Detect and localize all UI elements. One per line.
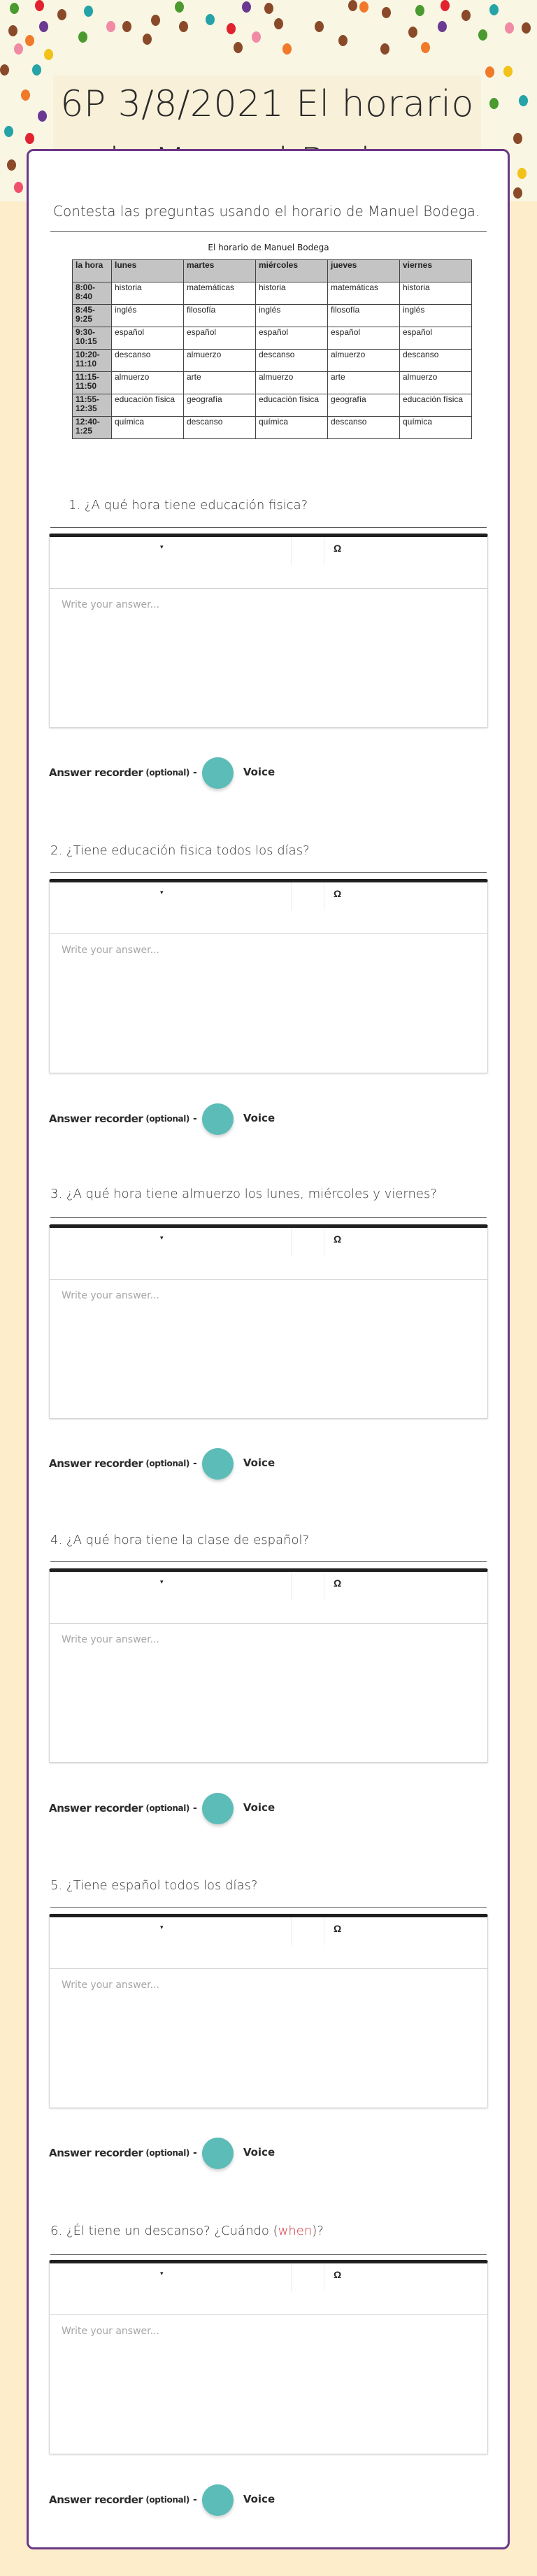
question-text: ¿A qué hora tiene almuerzo los lunes, miércoles y viernes?	[66, 1187, 437, 1201]
question-3	[50, 1187, 487, 1201]
recorder-optional: (optional)	[145, 2148, 189, 2158]
confetti-dot	[206, 14, 215, 25]
chevron-down-icon: ▾	[160, 543, 164, 550]
column-header-jueves: jueves	[328, 260, 400, 282]
time-cell: 8:00-8:40	[73, 282, 112, 305]
answer-input[interactable]	[50, 1970, 487, 2108]
confetti-dot	[32, 64, 41, 76]
question-6	[50, 2224, 487, 2238]
question-text-after: )?	[312, 2224, 324, 2238]
instructions-text: Contesta las preguntas usando el horario de Manuel Bodega.	[53, 203, 480, 220]
record-button[interactable]	[202, 1103, 234, 1135]
recorder-label: Answer recorder	[49, 2493, 143, 2506]
confetti-dot	[122, 21, 131, 32]
special-character-icon[interactable]: Ω	[334, 2269, 342, 2280]
voice-label: Voice	[243, 1801, 275, 1814]
confetti-dot	[408, 27, 417, 38]
table-cell: matemáticas	[328, 282, 400, 305]
confetti-dot	[489, 4, 499, 15]
confetti-dot	[282, 43, 292, 55]
table-row	[73, 417, 472, 439]
table-cell: historia	[256, 282, 328, 305]
editor-toolbar	[50, 2263, 487, 2315]
table-cell: química	[256, 417, 328, 439]
table-cell: descanso	[256, 350, 328, 372]
answer-recorder	[49, 1791, 275, 1825]
record-button[interactable]	[202, 1793, 234, 1824]
question-highlight: when	[278, 2224, 313, 2238]
record-button[interactable]	[202, 757, 234, 789]
question-1	[50, 498, 487, 513]
confetti-dot	[57, 9, 66, 20]
table-cell: educación física	[112, 394, 184, 417]
confetti-dot	[522, 22, 531, 34]
confetti-dot	[14, 43, 23, 55]
table-cell: geografía	[184, 394, 256, 417]
recorder-dash: -	[193, 1458, 197, 1469]
confetti-dot	[338, 35, 348, 46]
table-cell: matemáticas	[184, 282, 256, 305]
special-character-icon[interactable]: Ω	[334, 543, 342, 554]
column-header-time: la hora	[73, 260, 112, 282]
format-dropdown[interactable]	[50, 882, 292, 910]
table-cell: historia	[400, 282, 472, 305]
question-text: ¿A qué hora tiene educación fisica?	[84, 498, 308, 513]
table-row	[73, 282, 472, 305]
confetti-dot	[517, 168, 527, 179]
table-row	[73, 372, 472, 394]
schedule-table	[72, 259, 472, 439]
recorder-label: Answer recorder	[49, 766, 143, 779]
answer-editor-1	[49, 534, 488, 728]
chevron-down-icon: ▾	[160, 1578, 164, 1585]
voice-label: Voice	[243, 766, 275, 778]
time-cell: 11:15-11:50	[73, 372, 112, 394]
chevron-down-icon: ▾	[160, 889, 164, 896]
table-cell: almuerzo	[328, 350, 400, 372]
confetti-dot	[485, 66, 494, 78]
table-row	[73, 394, 472, 417]
divider	[50, 1907, 487, 1908]
format-dropdown[interactable]	[50, 1917, 292, 1945]
table-cell: almuerzo	[184, 350, 256, 372]
column-header-miercoles: miércoles	[256, 260, 328, 282]
column-header-martes: martes	[184, 260, 256, 282]
voice-label: Voice	[243, 1112, 275, 1124]
editor-toolbar	[50, 537, 487, 589]
table-cell: descanso	[184, 417, 256, 439]
confetti-dot	[39, 21, 48, 32]
table-cell: arte	[328, 372, 400, 394]
confetti-dot	[4, 126, 13, 137]
voice-label: Voice	[243, 2493, 275, 2505]
confetti-dot	[143, 34, 152, 45]
recorder-optional: (optional)	[145, 1114, 189, 1124]
special-character-icon[interactable]: Ω	[334, 888, 342, 899]
question-number: 4.	[50, 1533, 63, 1547]
table-cell: descanso	[112, 350, 184, 372]
confetti-dot	[421, 42, 430, 53]
voice-label: Voice	[243, 2146, 275, 2159]
format-dropdown[interactable]	[50, 2263, 292, 2291]
divider	[50, 1561, 487, 1562]
confetti-dot	[242, 1, 251, 13]
table-cell: almuerzo	[400, 372, 472, 394]
divider	[50, 231, 487, 232]
answer-recorder	[49, 1102, 275, 1136]
confetti-dot	[503, 66, 513, 77]
recorder-label: Answer recorder	[49, 1112, 143, 1125]
answer-editor-2	[49, 879, 488, 1073]
confetti-dot	[175, 1, 184, 13]
table-cell: geografía	[328, 394, 400, 417]
table-cell: español	[328, 327, 400, 350]
confetti-dot	[348, 0, 357, 11]
confetti-dot	[438, 21, 447, 32]
answer-input[interactable]	[50, 1280, 487, 1418]
table-cell: educación física	[256, 394, 328, 417]
divider	[50, 2254, 487, 2255]
answer-input[interactable]	[50, 589, 487, 727]
confetti-dot	[380, 43, 389, 55]
confetti-dot	[513, 133, 522, 144]
confetti-dot	[84, 6, 93, 17]
confetti-dot	[10, 3, 19, 14]
confetti-dot	[252, 31, 261, 43]
editor-toolbar	[50, 1917, 487, 1969]
divider	[50, 527, 487, 528]
confetti-dot	[264, 3, 273, 14]
recorder-dash: -	[193, 767, 197, 778]
question-number: 5.	[50, 1878, 63, 1893]
answer-input[interactable]	[50, 1624, 487, 1762]
confetti-dot	[359, 1, 368, 13]
confetti-dot	[25, 133, 34, 144]
confetti-dot	[489, 98, 499, 109]
answer-recorder	[49, 2483, 275, 2517]
special-character-icon[interactable]: Ω	[334, 1923, 342, 1934]
chevron-down-icon: ▾	[160, 1924, 164, 1931]
recorder-dash: -	[193, 2147, 197, 2159]
table-cell: arte	[184, 372, 256, 394]
question-number: 2.	[50, 843, 63, 858]
answer-input[interactable]	[50, 935, 487, 1073]
table-cell: inglés	[112, 305, 184, 327]
answer-recorder	[49, 1447, 275, 1480]
confetti-dot	[106, 21, 115, 32]
question-text: ¿Tiene educación fisica todos los días?	[66, 843, 310, 858]
recorder-dash: -	[193, 2494, 197, 2505]
voice-label: Voice	[243, 1457, 275, 1469]
divider	[50, 872, 487, 873]
table-cell: historia	[112, 282, 184, 305]
record-button[interactable]	[202, 2138, 234, 2169]
confetti-dot	[179, 21, 188, 32]
confetti-dot	[38, 110, 47, 122]
question-2	[50, 843, 487, 858]
confetti-dot	[315, 21, 324, 32]
time-cell: 8:45-9:25	[73, 305, 112, 327]
confetti-dot	[382, 7, 391, 18]
table-cell: descanso	[400, 350, 472, 372]
recorder-label: Answer recorder	[49, 1802, 143, 1815]
answer-editor-3	[49, 1224, 488, 1419]
confetti-dot	[519, 95, 528, 106]
table-cell: química	[112, 417, 184, 439]
format-dropdown[interactable]	[50, 537, 292, 565]
confetti-dot	[478, 29, 487, 41]
table-cell: español	[184, 327, 256, 350]
special-character-icon[interactable]: Ω	[334, 1577, 342, 1589]
editor-toolbar	[50, 1572, 487, 1624]
table-row	[73, 327, 472, 350]
table-cell: inglés	[256, 305, 328, 327]
chevron-down-icon: ▾	[160, 2270, 164, 2277]
confetti-dot	[8, 25, 17, 36]
answer-editor-4	[49, 1568, 488, 1763]
time-cell: 10:20-11:10	[73, 350, 112, 372]
confetti-dot	[274, 18, 283, 29]
confetti-dot	[25, 35, 34, 46]
answer-editor-5	[49, 1914, 488, 2108]
answer-editor-6	[49, 2260, 488, 2454]
question-text: ¿Él tiene un descanso? ¿Cuándo (	[66, 2224, 278, 2238]
table-cell: descanso	[328, 417, 400, 439]
record-button[interactable]	[202, 1448, 234, 1480]
recorder-dash: -	[193, 1113, 197, 1124]
column-header-viernes: viernes	[400, 260, 472, 282]
confetti-dot	[14, 182, 23, 193]
table-cell: educación física	[400, 394, 472, 417]
divider	[50, 1217, 487, 1218]
question-4	[50, 1533, 487, 1547]
recorder-dash: -	[193, 1803, 197, 1814]
answer-recorder	[49, 2136, 275, 2170]
table-cell: español	[256, 327, 328, 350]
confetti-dot	[44, 49, 53, 60]
recorder-label: Answer recorder	[49, 2147, 143, 2159]
recorder-optional: (optional)	[145, 1459, 189, 1468]
table-cell: filosofía	[328, 305, 400, 327]
table-cell: química	[400, 417, 472, 439]
confetti-dot	[513, 187, 522, 199]
confetti-dot	[0, 64, 9, 76]
time-cell: 11:55-12:35	[73, 394, 112, 417]
confetti-dot	[151, 15, 160, 26]
format-dropdown[interactable]	[50, 1572, 292, 1600]
question-number: 6.	[50, 2224, 63, 2238]
confetti-dot	[415, 5, 424, 16]
question-text: ¿A qué hora tiene la clase de español?	[66, 1533, 310, 1547]
editor-toolbar	[50, 882, 487, 934]
confetti-dot	[78, 31, 87, 43]
recorder-optional: (optional)	[145, 2495, 189, 2505]
confetti-dot	[234, 42, 243, 53]
confetti-dot	[21, 90, 30, 101]
confetti-dot	[461, 10, 471, 21]
answer-input[interactable]	[50, 2316, 487, 2454]
table-cell: almuerzo	[256, 372, 328, 394]
confetti-dot	[441, 0, 450, 11]
question-5	[50, 1878, 487, 1893]
schedule-title: El horario de Manuel Bodega	[208, 243, 329, 252]
time-cell: 9:30-10:15	[73, 327, 112, 350]
confetti-dot	[35, 0, 44, 11]
question-number: 3.	[50, 1187, 63, 1201]
schedule-header-row	[73, 260, 472, 282]
question-text: ¿Tiene español todos los días?	[66, 1878, 258, 1893]
column-header-lunes: lunes	[112, 260, 184, 282]
confetti-dot	[505, 22, 514, 34]
table-cell: filosofía	[184, 305, 256, 327]
answer-recorder	[49, 756, 275, 789]
table-cell: inglés	[400, 305, 472, 327]
format-dropdown[interactable]	[50, 1228, 292, 1256]
table-cell: español	[400, 327, 472, 350]
chevron-down-icon: ▾	[160, 1234, 164, 1241]
record-button[interactable]	[202, 2484, 234, 2516]
confetti-dot	[227, 23, 236, 34]
special-character-icon[interactable]: Ω	[334, 1233, 342, 1245]
table-row	[73, 305, 472, 327]
question-number: 1.	[69, 498, 81, 513]
table-row	[73, 350, 472, 372]
recorder-optional: (optional)	[145, 768, 189, 778]
table-cell: almuerzo	[112, 372, 184, 394]
confetti-dot	[7, 159, 16, 171]
recorder-label: Answer recorder	[49, 1457, 143, 1470]
editor-toolbar	[50, 1228, 487, 1280]
table-cell: español	[112, 327, 184, 350]
title-line-1: 6P 3/8/2021 El horario	[60, 83, 474, 125]
time-cell: 12:40-1:25	[73, 417, 112, 439]
recorder-optional: (optional)	[145, 1803, 189, 1813]
